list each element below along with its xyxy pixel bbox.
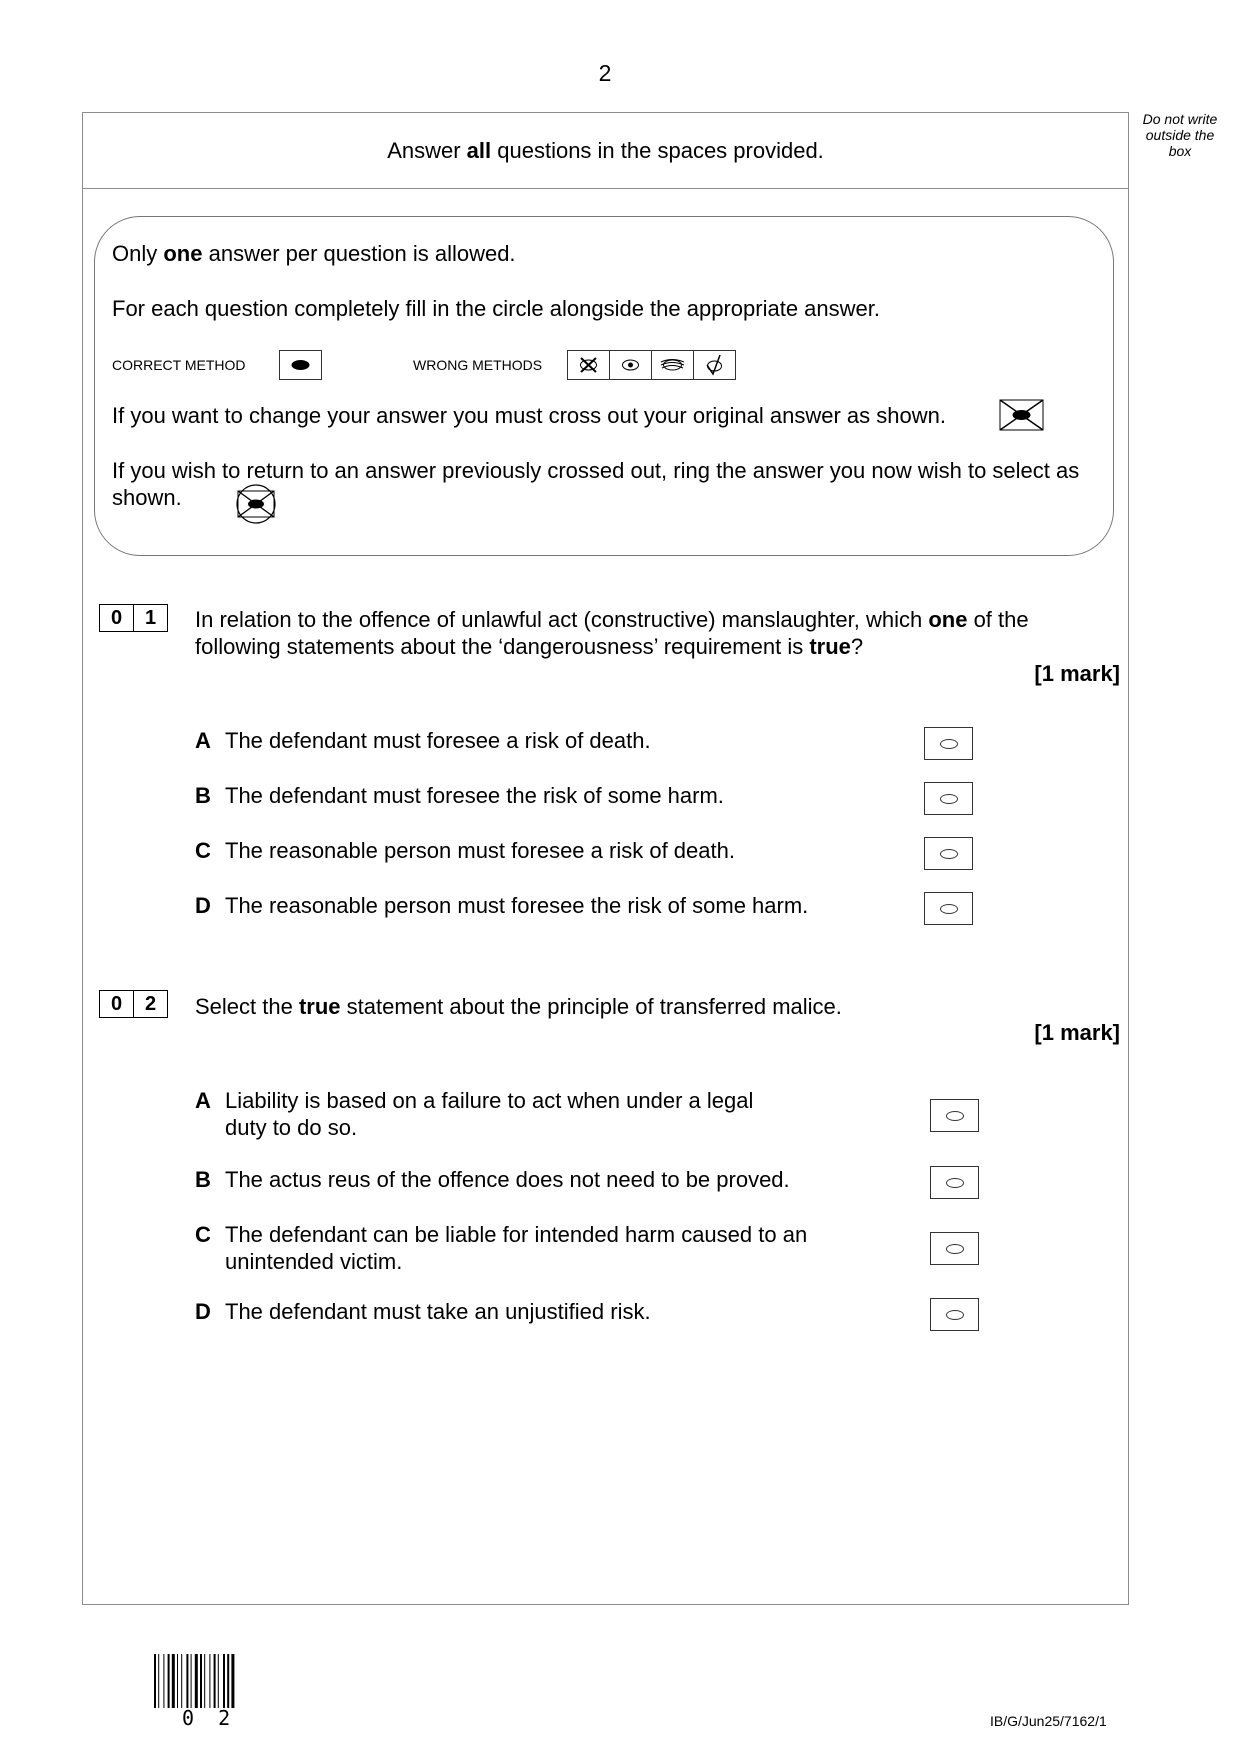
margin-note-line: outside the (1145, 127, 1215, 143)
filled-oval-icon (280, 351, 321, 379)
option-letter: A (195, 1088, 211, 1113)
option-text: The defendant must take an unjustified risk. (225, 1299, 651, 1324)
empty-oval-icon (946, 1244, 964, 1254)
question-number-02 (99, 990, 167, 1018)
option-text: The defendant must foresee the risk of some harm. (225, 783, 724, 808)
answer-circle-01-d[interactable] (924, 892, 973, 925)
answer-circle-02-a[interactable] (930, 1099, 979, 1132)
option-01-d (195, 892, 865, 919)
option-letter: D (195, 893, 211, 918)
ringed-oval-icon (229, 483, 283, 525)
option-letter: C (195, 1222, 211, 1247)
answer-circle-02-c[interactable] (930, 1232, 979, 1265)
option-02-a (195, 1087, 795, 1141)
instruction-text: answer per question is allowed. (202, 241, 516, 266)
question-digit: 0 (99, 990, 134, 1018)
empty-oval-icon (946, 1111, 964, 1121)
question-text-02 (195, 993, 1105, 1020)
option-01-a (195, 727, 865, 754)
wrong-method-scribble (651, 350, 694, 380)
instruction-change-answer: If you want to change your answer you must cross out your original answer as shown. (112, 403, 946, 428)
page-number: 2 (598, 60, 612, 86)
barcode-icon (154, 1654, 266, 1708)
header-text-bold: all (466, 137, 492, 163)
instruction-one-answer (112, 241, 516, 267)
answer-circle-02-b[interactable] (930, 1166, 979, 1199)
instruction-text: Only (112, 241, 164, 266)
option-letter: B (195, 783, 211, 808)
crossed-oval-icon (568, 351, 609, 379)
wrong-methods-label: WRONG METHODS (413, 357, 543, 373)
crossed-out-oval-icon (999, 399, 1044, 431)
option-02-d (195, 1298, 865, 1325)
crossed-out-example (999, 399, 1044, 431)
question-text-bold: one (928, 607, 968, 632)
instructions-header (83, 113, 1128, 189)
mark-allocation-02: [1 mark] (1034, 1020, 1120, 1045)
margin-note-line: Do not write (1142, 111, 1218, 127)
wrong-method-tick (693, 350, 736, 380)
option-02-c (195, 1221, 865, 1275)
question-text-part: of the following statements about the ‘dangerousness’ requirement is (195, 607, 1029, 659)
question-text-part: ? (850, 634, 864, 659)
option-text: The actus reus of the offence does not need to be proved. (225, 1167, 790, 1192)
instruction-return-answer: If you wish to return to an answer previously crossed out, ring the answer you now wish to select as shown. (112, 458, 1080, 510)
ticked-oval-icon (694, 351, 735, 379)
question-digit: 0 (99, 604, 134, 632)
answer-circle-01-c[interactable] (924, 837, 973, 870)
empty-oval-icon (946, 1178, 964, 1188)
option-01-c (195, 837, 865, 864)
option-letter: C (195, 838, 211, 863)
option-letter: A (195, 728, 211, 753)
question-digit: 2 (133, 990, 168, 1018)
empty-oval-icon (940, 794, 958, 804)
instructions-box (94, 216, 1114, 556)
empty-oval-icon (940, 739, 958, 749)
option-text: Liability is based on a failure to act when under a legal duty to do so. (225, 1088, 754, 1140)
option-text: The defendant must foresee a risk of death. (225, 728, 651, 753)
option-02-b (195, 1166, 865, 1193)
barcode-digits: 0 2 (182, 1706, 237, 1730)
option-text: The reasonable person must foresee a risk of death. (225, 838, 735, 863)
option-text: The defendant can be liable for intended harm caused to an unintended victim. (225, 1222, 808, 1274)
answer-circle-01-b[interactable] (924, 782, 973, 815)
wrong-method-dot (609, 350, 652, 380)
correct-method-example (279, 350, 322, 380)
wrong-method-cross (567, 350, 610, 380)
option-letter: B (195, 1167, 211, 1192)
paper-reference-code: IB/G/Jun25/7162/1 (990, 1713, 1107, 1729)
instruction-bold: one (163, 241, 203, 266)
empty-oval-icon (946, 1310, 964, 1320)
answer-frame (82, 112, 1129, 1605)
option-text: The reasonable person must foresee the risk of some harm. (225, 893, 809, 918)
question-text-part: In relation to the offence of unlawful act (constructive) manslaughter, which (195, 607, 929, 632)
question-number-01 (99, 604, 167, 632)
correct-method-label: CORRECT METHOD (112, 357, 246, 373)
dotted-oval-icon (610, 351, 651, 379)
option-01-b (195, 782, 865, 809)
mark-allocation-01: [1 mark] (1034, 661, 1120, 686)
question-text-part: statement about the principle of transferred malice. (340, 994, 842, 1019)
question-text-bold: true (298, 994, 341, 1019)
ringed-example (229, 483, 283, 525)
question-text-part: Select the (195, 994, 299, 1019)
answer-circle-02-d[interactable] (930, 1298, 979, 1331)
instruction-fill-circle: For each question completely fill in the circle alongside the appropriate answer. (112, 296, 880, 321)
question-text-01 (195, 606, 1105, 660)
question-text-bold: true (809, 634, 851, 659)
header-text-after: questions in the spaces provided. (491, 137, 824, 163)
answer-circle-01-a[interactable] (924, 727, 973, 760)
empty-oval-icon (940, 904, 958, 914)
header-text-before: Answer (387, 137, 467, 163)
option-letter: D (195, 1299, 211, 1324)
question-digit: 1 (133, 604, 168, 632)
margin-note-line: box (1168, 143, 1192, 159)
scribbled-oval-icon (652, 351, 693, 379)
empty-oval-icon (940, 849, 958, 859)
margin-note (1136, 111, 1224, 159)
